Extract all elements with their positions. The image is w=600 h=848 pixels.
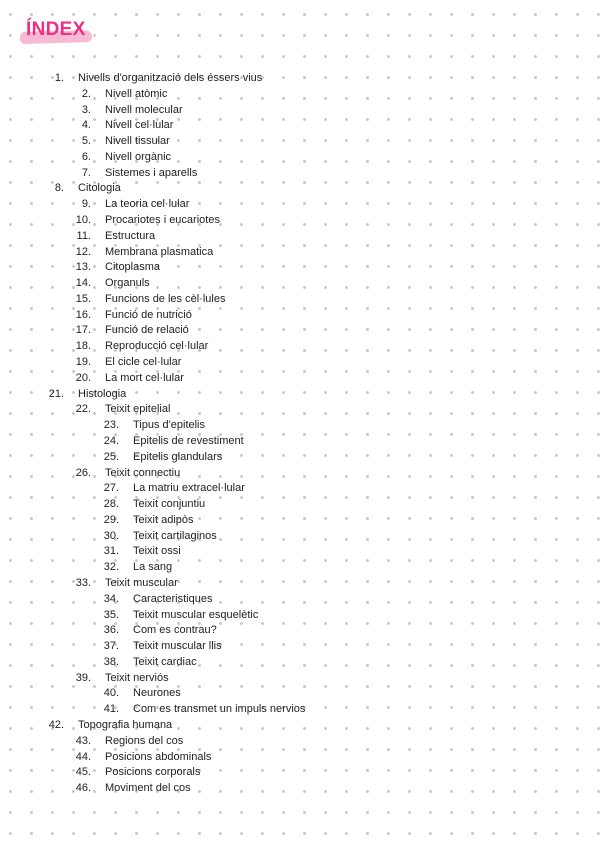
- toc-entry-label: Teixit muscular llis: [133, 640, 222, 653]
- toc-entry-number: 11.: [76, 229, 91, 242]
- table-of-contents: [0, 70, 600, 800]
- toc-entry-number: 9.: [81, 198, 91, 211]
- page-title-block: [18, 14, 94, 48]
- toc-entry-number: 34.: [103, 592, 119, 605]
- toc-entry-number: 37.: [103, 640, 119, 653]
- toc-entry-number: 17.: [75, 324, 91, 337]
- toc-entry-number: 20.: [75, 371, 91, 384]
- toc-entry-label: Nivell molecular: [105, 103, 183, 116]
- toc-entry-number: 36.: [103, 624, 119, 637]
- toc-entry-number: 23.: [103, 419, 119, 432]
- toc-entry-label: La sang: [133, 561, 173, 574]
- toc-entry-label: La matriu extracel·lular: [133, 482, 245, 495]
- toc-entry-number: 14.: [75, 277, 91, 290]
- toc-entry-number: 15.: [75, 292, 91, 305]
- toc-entry-label: Estructura: [105, 229, 156, 242]
- toc-entry-label: Teixit conjuntiu: [133, 498, 206, 511]
- toc-entry-number: 1.: [54, 72, 64, 84]
- toc-entry-label: Teixit ossi: [133, 545, 181, 558]
- toc-entry-number: 7.: [81, 166, 91, 179]
- toc-entry-number: 26.: [75, 466, 91, 479]
- toc-entry-label: Teixit muscular esquelètic: [133, 608, 259, 621]
- toc-entry-label: Citoplasma: [105, 261, 161, 274]
- toc-entry-number: 28.: [103, 498, 119, 511]
- toc-entry-label: Funció de relació: [105, 324, 189, 337]
- toc-entry-label: Membrana plasmatica: [105, 245, 214, 258]
- toc-entry-number: 18.: [75, 340, 91, 353]
- toc-entry-number: 5.: [81, 135, 91, 148]
- toc-entry-number: 30.: [103, 529, 119, 542]
- toc-entry-label: Funció de nutrició: [105, 308, 192, 321]
- toc-entry-label: Nivell orgànic: [105, 150, 172, 163]
- toc-entry-number: 32.: [103, 561, 119, 574]
- toc-entry-label: Epitelis glandulars: [133, 450, 223, 463]
- toc-entry-number: 10.: [75, 214, 91, 227]
- toc-entry-label: La teoria cel·lular: [105, 198, 190, 211]
- toc-entry-label: Tipus d'epitelis: [133, 419, 206, 432]
- toc-entry-label: Posicions corporals: [105, 766, 201, 779]
- page-title: ÍNDEX: [26, 19, 86, 40]
- toc-entry-number: 24.: [103, 434, 119, 447]
- toc-entry-number: 31.: [103, 545, 119, 558]
- toc-entry-label: Teixit cardiac: [133, 655, 197, 668]
- toc-entry-label: Moviment del cos: [105, 782, 191, 795]
- toc-entry-label: Nivell tissular: [105, 135, 170, 148]
- toc-entry-number: 22.: [75, 403, 91, 416]
- toc-entry-label: Teixit nerviós: [105, 671, 169, 684]
- toc-entry-number: 27.: [103, 482, 119, 495]
- toc-entry-label: El cicle cel·lular: [105, 356, 182, 369]
- toc-entry-number: 41.: [103, 703, 119, 716]
- toc-entry-number: 16.: [75, 308, 91, 321]
- toc-entry-label: Posicions abdominals: [105, 750, 212, 763]
- toc-entry-number: 25.: [103, 450, 119, 463]
- toc-entry-label: Topografia humana: [78, 718, 173, 731]
- toc-entry-number: 44.: [75, 750, 91, 763]
- toc-entry-number: 35.: [103, 608, 119, 621]
- toc-entry-label: Sistemes i aparells: [105, 166, 198, 179]
- toc-entry-label: Reproducció cel·lular: [105, 340, 209, 353]
- toc-entry-label: Neurones: [133, 687, 181, 700]
- toc-entry-number: 4.: [81, 119, 91, 132]
- toc-entry-number: 2.: [81, 87, 91, 100]
- toc-entry-label: Nivell atòmic: [105, 87, 168, 100]
- toc-entry-label: Procariotes i eucariotes: [105, 214, 220, 227]
- toc-entry-number: 6.: [81, 150, 91, 163]
- toc-entry-number: 29.: [103, 513, 119, 526]
- toc-entry-label: Histologia: [78, 387, 127, 400]
- toc-entry-label: Com es contrau?: [133, 624, 217, 637]
- toc-entry-number: 40.: [103, 687, 119, 700]
- toc-entry-label: Nivells d'organització dels éssers vius: [78, 72, 263, 84]
- toc-entry-number: 3.: [81, 103, 91, 116]
- toc-entry-label: Regions del cos: [105, 734, 184, 747]
- toc-entry-label: Citologia: [78, 182, 121, 195]
- toc-entry-number: 12.: [75, 245, 91, 258]
- toc-entry-label: Teixit cartilaginos: [133, 529, 217, 542]
- toc-entry-number: 21.: [48, 387, 64, 400]
- toc-entry-number: 38.: [103, 655, 119, 668]
- toc-entry-number: 13.: [75, 261, 91, 274]
- toc-entry-number: 19.: [75, 356, 91, 369]
- toc-entry-label: Teixit epitelial: [105, 403, 171, 416]
- toc-entry-number: 8.: [54, 182, 64, 195]
- toc-entry-number: 42.: [48, 718, 64, 731]
- toc-entry-number: 46.: [75, 782, 91, 795]
- toc-entry-number: 33.: [75, 576, 91, 589]
- toc-entry-label: Organuls: [105, 277, 150, 290]
- toc-entry-label: La mort cel·lular: [105, 371, 184, 384]
- toc-entry-number: 45.: [75, 766, 91, 779]
- toc-entry-label: Teixit muscular: [105, 576, 178, 589]
- toc-entry-number: 39.: [75, 671, 91, 684]
- toc-entry-label: Teixit adipòs: [133, 513, 194, 526]
- toc-entry-number: 43.: [75, 734, 91, 747]
- toc-entry-label: Nivell cel·lular: [105, 119, 174, 132]
- toc-entry-label: Teixit connectiu: [105, 466, 181, 479]
- toc-entry-label: Caracteristiques: [133, 592, 213, 605]
- toc-entry-label: Funcions de les cèl·lules: [105, 292, 226, 305]
- toc-entry-label: Epitelis de revestiment: [133, 434, 244, 447]
- toc-entry-label: Com es transmet un impuls nervios: [133, 703, 306, 716]
